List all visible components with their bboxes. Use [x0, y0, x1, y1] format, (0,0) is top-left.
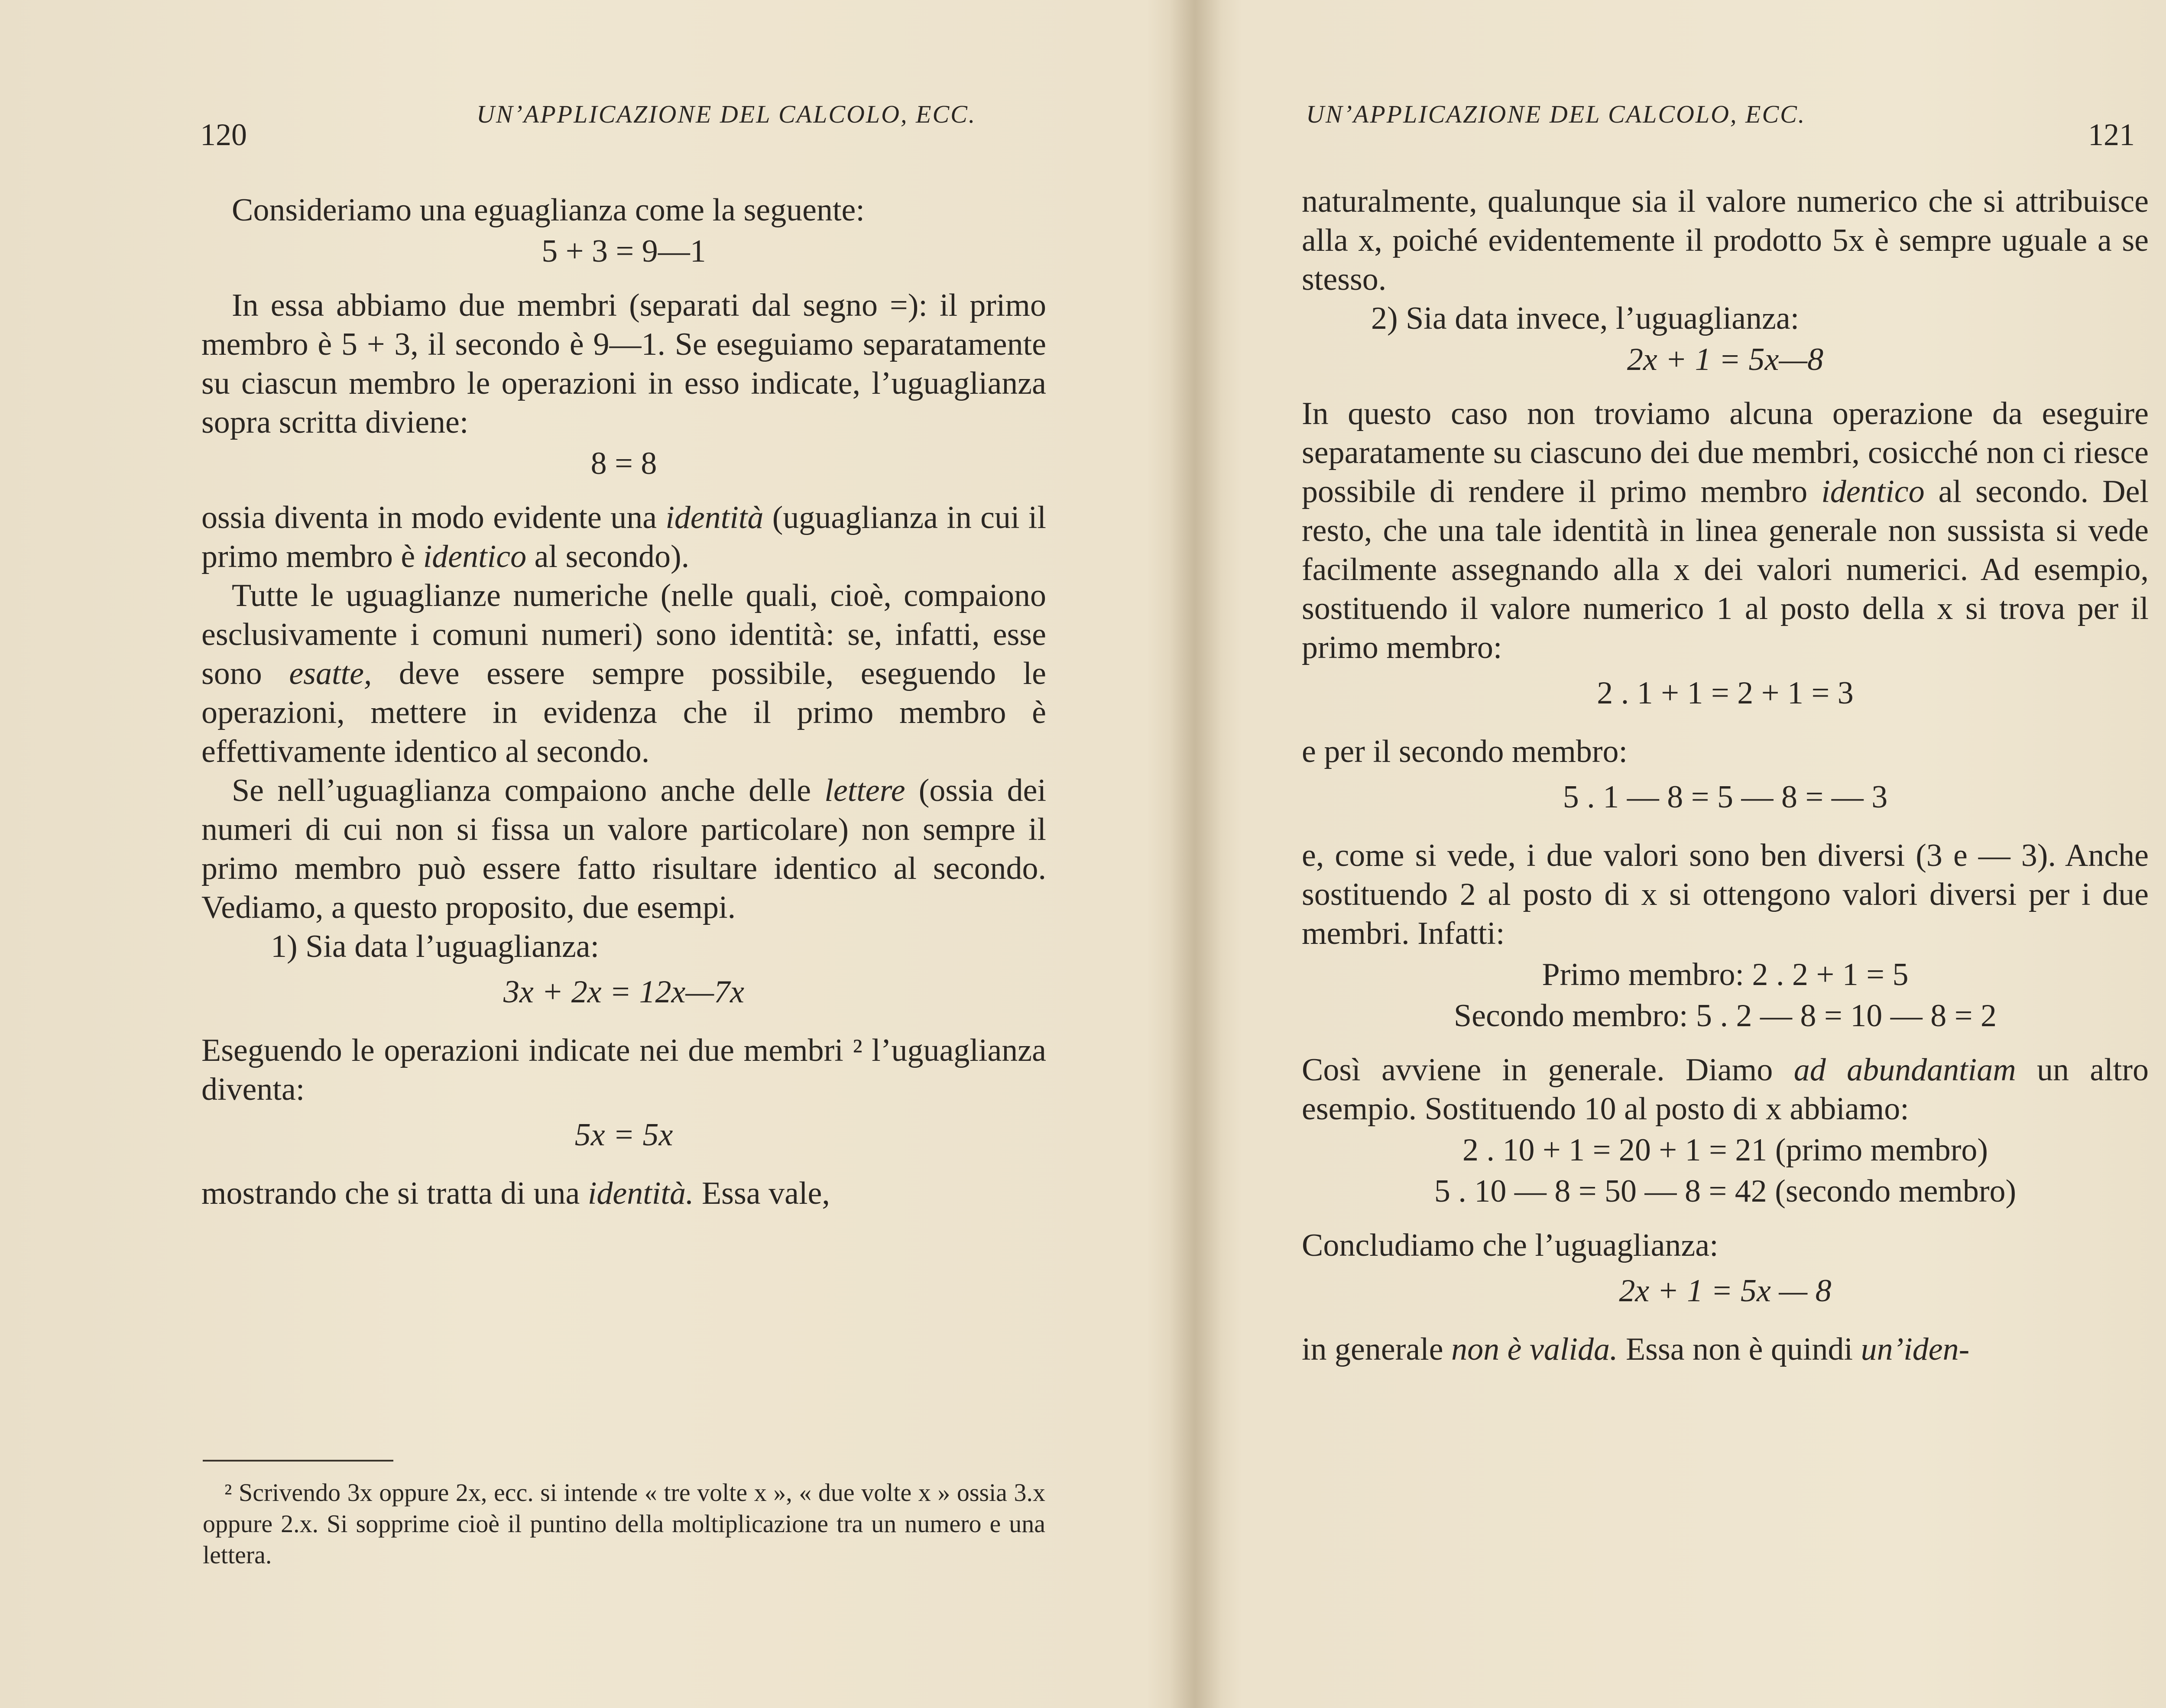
paragraph: Tutte le uguaglianze numeriche (nelle quali, cioè, compaiono esclusivamente i comuni numeri) sono identità: se, infatti, esse sono esatte, deve essere sempre possibile, eseguendo le operazioni, mettere in evidenza che il primo membro è effettivamente identico al secondo.	[201, 578, 1046, 769]
paragraph: Se nell’uguaglianza compaiono anche delle lettere (ossia dei numeri di cui non si fissa un valore particolare) non sempre il primo membro può essere fatto risultare identico al secondo. Vediamo, a questo proposito, due esempi.	[201, 773, 1046, 925]
paragraph: Consideriamo una eguaglianza come la seguente:	[232, 192, 865, 228]
paragraph: e per il secondo membro:	[1302, 734, 1628, 769]
footnote: ² Scrivendo 3x oppure 2x, ecc. si intende « tre volte x », « due volte x » ossia 3.x oppure 2.x. Si sopprime cioè il puntino della moltiplicazione tra un numero e una lettera.	[203, 1478, 1045, 1569]
left-body-text	[201, 191, 1046, 1213]
running-head: UN’APPLICAZIONE DEL CALCOLO, ECC.	[1306, 100, 1806, 128]
paragraph: e, come si vede, i due valori sono ben diversi (3 e — 3). Anche sostituendo 2 al posto di x si ottengono valori diversi per i due membri. Infatti:	[1302, 838, 2149, 951]
running-head: UN’APPLICAZIONE DEL CALCOLO, ECC.	[477, 100, 976, 128]
equation: 5x = 5x	[574, 1117, 673, 1153]
paragraph: In questo caso non troviamo alcuna operazione da eseguire separatamente su ciascuno dei due membri, cosicché non ci riesce possibile di rendere il primo membro identico al secondo. Del resto, che una tale identità in linea generale non sussista si vede facilmente assegnando alla x dei valori numerici. Ad esempio, sostituendo il valore numerico 1 al posto della x si trova per il primo membro:	[1302, 396, 2149, 665]
right-page	[1204, 0, 2166, 1708]
page-number: 120	[200, 117, 247, 152]
equation: 5 . 10 — 8 = 50 — 8 = 42 (secondo membro)	[1434, 1173, 2017, 1209]
paragraph: ossia diventa in modo evidente una identità (uguaglianza in cui il primo membro è identico al secondo).	[201, 500, 1046, 574]
paragraph: mostrando che si tratta di una identità. Essa vale,	[201, 1176, 830, 1211]
paragraph: 2) Sia data invece, l’uguaglianza:	[1371, 301, 1800, 336]
right-body-text	[1302, 182, 2149, 1369]
paragraph: Così avviene in generale. Diamo ad abundantiam un altro esempio. Sostituendo 10 al posto di x abbiamo:	[1302, 1052, 2149, 1127]
equation: 5 . 1 — 8 = 5 — 8 = — 3	[1563, 779, 1888, 815]
page-number: 121	[2088, 117, 2135, 152]
equation: 5 + 3 = 9—1	[542, 233, 706, 269]
equation: Primo membro: 2 . 2 + 1 = 5	[1542, 957, 1909, 992]
equation: 2 . 1 + 1 = 2 + 1 = 3	[1597, 675, 1854, 711]
paragraph: naturalmente, qualunque sia il valore numerico che si attribuisce alla x, poiché evidentemente il prodotto 5x è sempre uguale a se stesso.	[1302, 184, 2149, 297]
equation: 2x + 1 = 5x — 8	[1619, 1273, 1832, 1309]
equation: 2 . 10 + 1 = 20 + 1 = 21 (primo membro)	[1462, 1132, 1988, 1168]
equation: 3x + 2x = 12x—7x	[503, 974, 745, 1010]
paragraph: 1) Sia data l’uguaglianza:	[271, 929, 600, 964]
paragraph: in generale non è valida. Essa non è quindi un’iden-	[1302, 1332, 1970, 1367]
paragraph: Concludiamo che l’uguaglianza:	[1302, 1228, 1719, 1263]
paragraph: Eseguendo le operazioni indicate nei due membri ² l’uguaglianza diventa:	[201, 1033, 1046, 1107]
equation: 8 = 8	[590, 446, 657, 481]
equation: Secondo membro: 5 . 2 — 8 = 10 — 8 = 2	[1454, 998, 1997, 1034]
paragraph: In essa abbiamo due membri (separati dal segno =): il primo membro è 5 + 3, il secondo è 9—1. Se eseguiamo separatamente su ciascun membro le operazioni in esso indicate, l’uguaglianza sopra scritta diviene:	[201, 288, 1046, 440]
footnote-rule	[203, 1460, 393, 1462]
equation: 2x + 1 = 5x—8	[1627, 342, 1824, 377]
